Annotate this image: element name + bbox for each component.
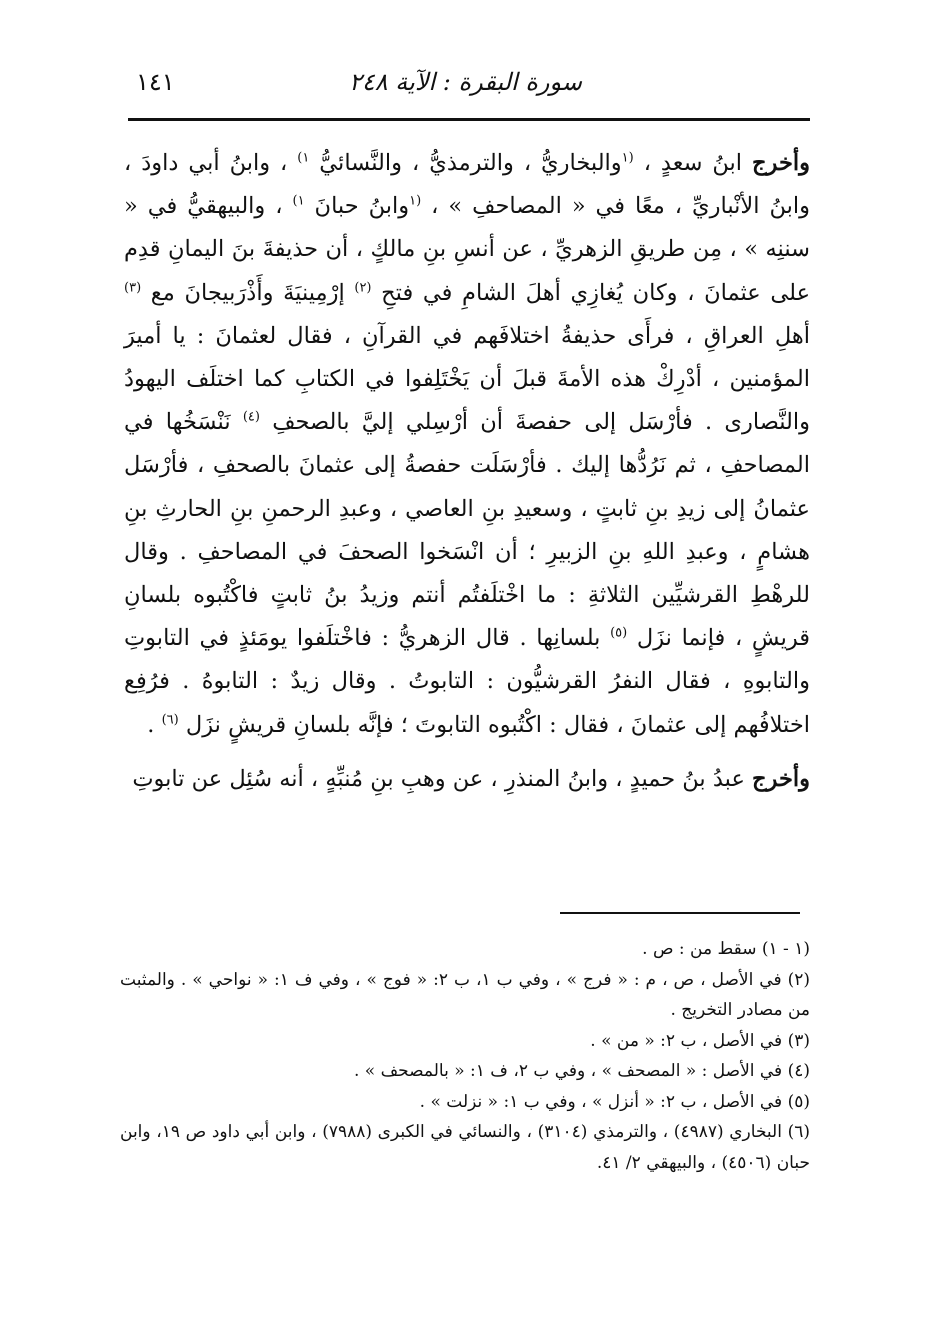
footnote-ref-1-close-second: ١) — [292, 193, 305, 209]
text-segment: ، والبيهقيُّ في « سننِه » ، مِن طريقِ الزهريِّ ، عن أنسِ بنِ مالكٍ ، أن حذيفةَ بنَ اليمانِ قدِم على عثمانَ ، وكان يُغازِي أهلَ الشامِ في فتحِ — [124, 193, 810, 306]
main-text — [124, 142, 810, 801]
text-segment: والبخاريُّ ، والترمذيُّ ، والنَّسائيُّ — [309, 150, 622, 176]
header-rule — [128, 118, 810, 121]
running-title: سورة البقرة : الآية ٢٤٨ — [348, 68, 582, 96]
footnote-2: (٢) في الأصل ، ص ، م : « فرج » ، وفي ب ١، ب ٢: « فوج » ، وفي ف ١: « نواحي » . والمثبت من مصادر التخريج . — [120, 969, 810, 1020]
paragraph-lead-word: وأخرج — [752, 765, 810, 792]
text-segment: ، وابنُ أبي داودَ ، وابنُ الأنْباريِّ ، معًا في « المصاحفِ » ، — [124, 150, 810, 220]
text-segment: ابنُ سعدٍ ، — [633, 150, 743, 176]
text-segment: نَنْسَخُها في المصاحفِ ، ثم نَرُدُّها إليك . فأرْسَلَت حفصةُ إلى عثمانَ بالصحفِ ، فأرْسَل عثمانُ إلى زيدِ بنِ ثابتٍ ، وسعيدِ بنِ العاصي ، وعبدِ الرحمنِ بنِ الحارثِ بنِ هشامٍ ، وعبدِ اللهِ بنِ الزبيرِ ؛ أن انْسَخوا الصحفَ في المصاحفِ . وقال للرهْطِ القرشيِّين الثلاثةِ : ما اخْتلَفتُم أنتم وزيدُ بنُ ثابتٍ فاكْتُبوه بلسانِ قريشٍ ، فإنما نزَل — [124, 409, 811, 652]
text-segment: . — [147, 711, 162, 738]
text-segment: وابنُ حبانَ — [304, 193, 410, 220]
footnote-ref-1-close: ١) — [297, 150, 310, 166]
text-segment: إرْمِينيَةَ وأَذْرَبيجانَ مع — [141, 279, 355, 306]
footnote-ref-1-open: (١ — [621, 150, 634, 166]
text-segment: عبدُ بنُ حميدٍ ، وابنُ المنذرِ ، عن وهبِ بنِ مُنبِّهٍ ، أنه سُئِل عن تابوتِ — [132, 765, 745, 792]
footnote-ref-4: (٤) — [242, 409, 260, 425]
page-header — [130, 62, 810, 102]
text-segment: بلسانِها . قال الزهريُّ : فاخْتلَفوا يومَئذٍ في التابوتِ والتابوهِ ، فقال النفرُ القرشيُّون : التابوتُ . وقال زيدٌ : التابوهُ . فرُفِع اختلافُهم إلى عثمانَ ، فقال : اكْتُبوه التابوتَ ؛ فإنَّه بلسانِ قريشٍ نزَل — [124, 625, 810, 738]
paragraph-1 — [124, 142, 810, 747]
footnote-4: (٤) في الأصل : « المصحف » ، وفي ب ٢، ف ١: « بالمصحف » . — [353, 1061, 810, 1081]
footnote-ref-1-open-second: (١ — [409, 193, 422, 209]
text-segment: أهلِ العراقِ ، فرأَى حذيفةُ اختلافَهم في القرآنِ ، فقال لعثمانَ : يا أميرَ المؤمنين ، أدْرِكْ هذه الأمةَ قبلَ أن يَخْتَلِفوا في الكتابِ كما اختلَف اليهودُ والنَّصارى . فأرْسَل إلى حفصةَ أن أرْسِلي إليَّ بالصحفِ — [124, 322, 810, 436]
footnote-ref-6: (٦) — [161, 712, 179, 728]
footnote-ref-2: (٢) — [354, 280, 372, 296]
paragraph-2 — [124, 758, 810, 801]
footnote-3: (٣) في الأصل ، ب ٢: « من » . — [590, 1030, 810, 1051]
footnote-5: (٥) في الأصل ، ب ٢: « أنزل » ، وفي ب ١: « نزلت » . — [419, 1091, 810, 1112]
footnotes — [120, 934, 810, 1178]
footnote-6: (٦) البخاري (٤٩٨٧) ، والترمذي (٣١٠٤) ، والنسائي في الكبرى (٧٩٨٨) ، وابن أبي داود ص ١٩، وابن حبان (٤٥٠٦) ، والبيهقي ٢/ ٤١. — [120, 1122, 811, 1173]
paragraph-lead-word: وأخرج — [752, 150, 810, 176]
footnote-ref-5: (٥) — [610, 625, 628, 641]
page-number: ١٤١ — [136, 68, 175, 96]
footnote-1: (١ - ١) سقط من : ص . — [642, 939, 810, 959]
footnote-ref-3: (٣) — [124, 280, 142, 296]
footnote-separator — [560, 912, 800, 914]
